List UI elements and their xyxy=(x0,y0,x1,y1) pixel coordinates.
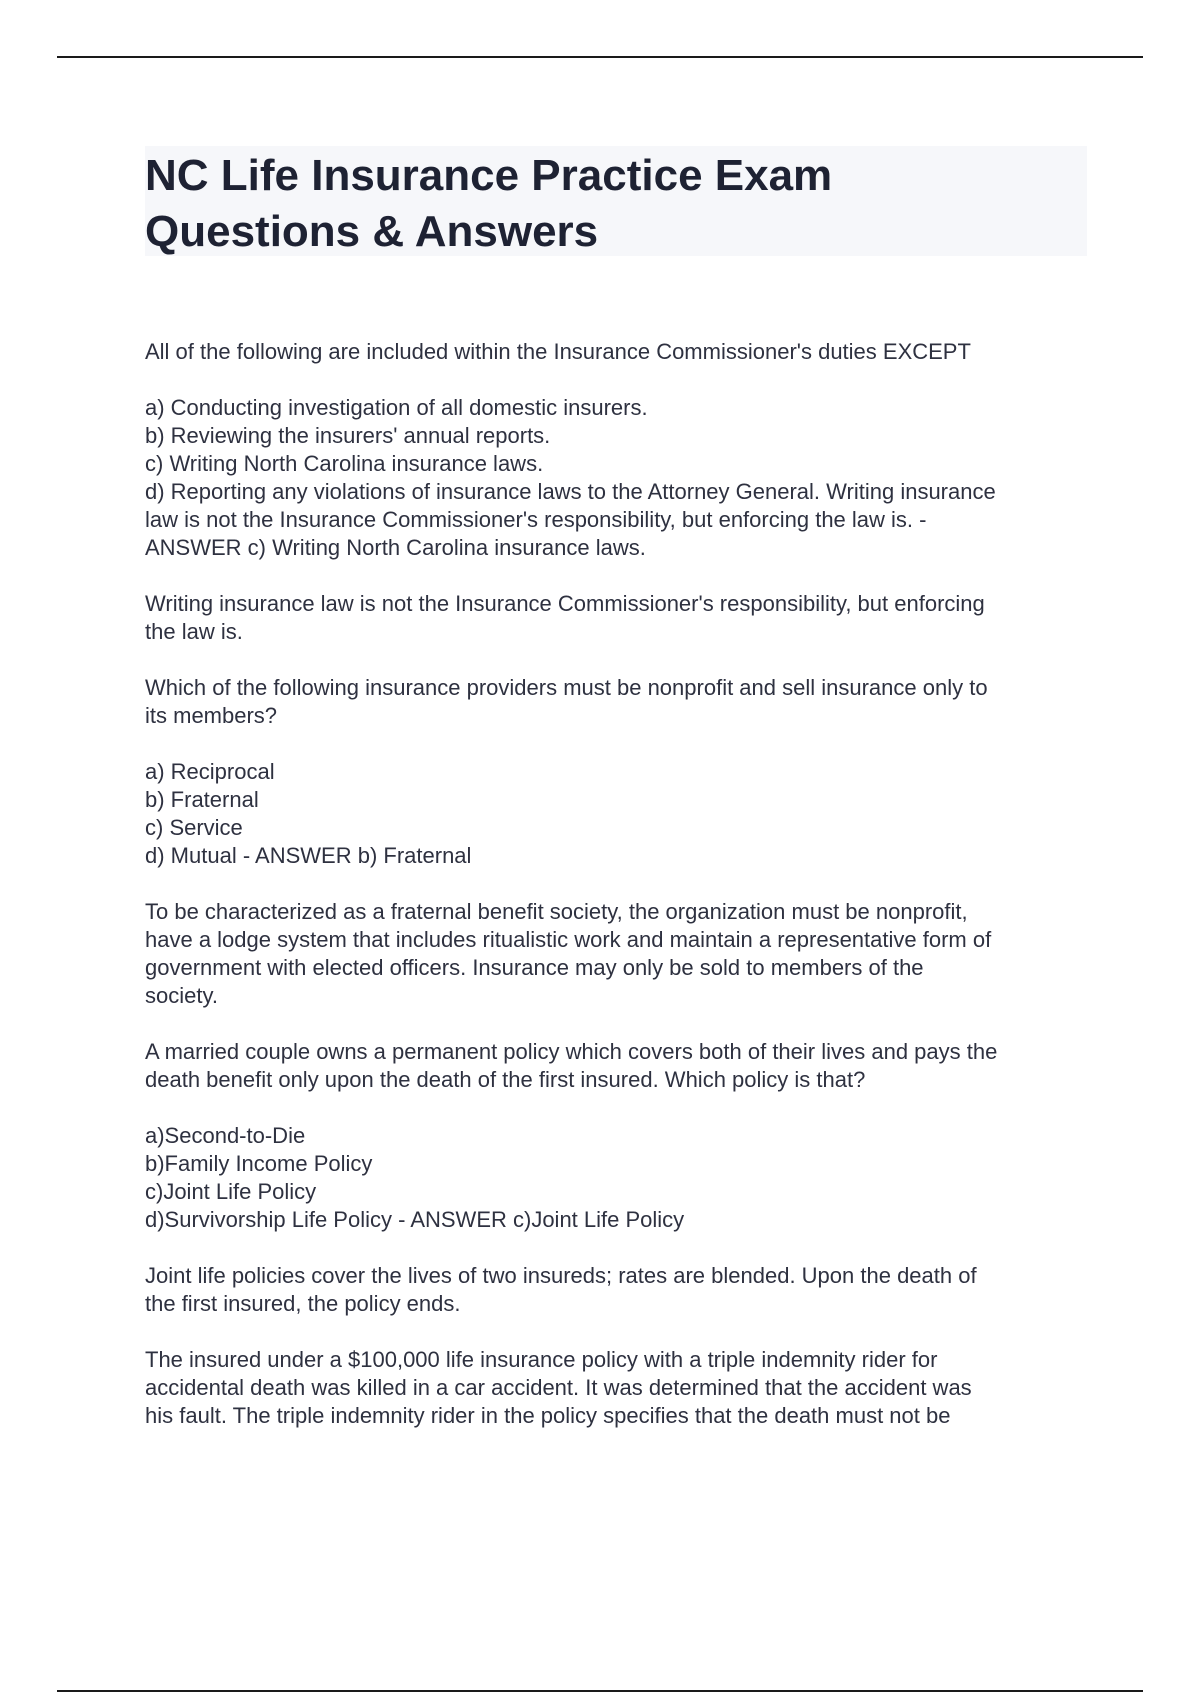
text-line: its members? xyxy=(145,703,278,728)
text-line: Which of the following insurance providers must be nonprofit and sell insurance only to xyxy=(145,675,988,700)
paragraph-gap xyxy=(145,870,1095,898)
text-line: ANSWER c) Writing North Carolina insurance laws. xyxy=(145,535,646,560)
document-title xyxy=(145,146,1087,256)
text-line: To be characterized as a fraternal benefit society, the organization must be nonprofit, xyxy=(145,899,968,924)
text-line: Writing insurance law is not the Insurance Commissioner's responsibility, but enforcing xyxy=(145,591,985,616)
text-line: his fault. The triple indemnity rider in the policy specifies that the death must not be xyxy=(145,1403,951,1428)
paragraph-gap xyxy=(145,1234,1095,1262)
paragraph xyxy=(145,1038,1095,1094)
text-line: society. xyxy=(145,983,218,1008)
text-line: c) Writing North Carolina insurance laws. xyxy=(145,451,544,476)
text-line: law is not the Insurance Commissioner's responsibility, but enforcing the law is. - xyxy=(145,507,927,532)
bottom-rule xyxy=(57,1690,1143,1692)
text-line: The insured under a $100,000 life insurance policy with a triple indemnity rider for xyxy=(145,1347,938,1372)
paragraph-gap xyxy=(145,366,1095,394)
paragraph xyxy=(145,1122,1095,1234)
paragraph-gap xyxy=(145,730,1095,758)
text-line: death benefit only upon the death of the first insured. Which policy is that? xyxy=(145,1067,866,1092)
paragraph-gap xyxy=(145,562,1095,590)
paragraph xyxy=(145,590,1095,646)
paragraph xyxy=(145,898,1095,1010)
paragraph-gap xyxy=(145,646,1095,674)
text-line: accidental death was killed in a car accident. It was determined that the accident was xyxy=(145,1375,972,1400)
text-line: a)Second-to-Die xyxy=(145,1123,306,1148)
paragraph xyxy=(145,1262,1095,1318)
text-line: Joint life policies cover the lives of two insureds; rates are blended. Upon the death of xyxy=(145,1263,977,1288)
paragraph xyxy=(145,674,1095,730)
text-line: b) Reviewing the insurers' annual reports. xyxy=(145,423,551,448)
document-body xyxy=(145,338,1095,1430)
title-line-2: Questions & Answers xyxy=(145,207,599,256)
text-line: c) Service xyxy=(145,815,243,840)
text-line: b) Fraternal xyxy=(145,787,259,812)
text-line: the first insured, the policy ends. xyxy=(145,1291,461,1316)
text-line: c)Joint Life Policy xyxy=(145,1179,317,1204)
title-line-1: NC Life Insurance Practice Exam xyxy=(145,151,833,200)
text-line: b)Family Income Policy xyxy=(145,1151,373,1176)
text-line: have a lodge system that includes ritualistic work and maintain a representative form of xyxy=(145,927,992,952)
paragraph xyxy=(145,394,1095,562)
text-line: d) Mutual - ANSWER b) Fraternal xyxy=(145,843,472,868)
paragraph xyxy=(145,338,1095,366)
paragraph-gap xyxy=(145,1010,1095,1038)
text-line: the law is. xyxy=(145,619,243,644)
paragraph xyxy=(145,758,1095,870)
paragraph-gap xyxy=(145,1318,1095,1346)
paragraph xyxy=(145,1346,1095,1430)
text-line: All of the following are included within the Insurance Commissioner's duties EXCEPT xyxy=(145,339,971,364)
text-line: government with elected officers. Insurance may only be sold to members of the xyxy=(145,955,924,980)
paragraph-gap xyxy=(145,1094,1095,1122)
text-line: d)Survivorship Life Policy - ANSWER c)Joint Life Policy xyxy=(145,1207,685,1232)
text-line: a) Reciprocal xyxy=(145,759,275,784)
text-line: a) Conducting investigation of all domestic insurers. xyxy=(145,395,648,420)
top-rule xyxy=(57,56,1143,58)
text-line: A married couple owns a permanent policy which covers both of their lives and pays the xyxy=(145,1039,998,1064)
text-line: d) Reporting any violations of insurance laws to the Attorney General. Writing insurance xyxy=(145,479,996,504)
